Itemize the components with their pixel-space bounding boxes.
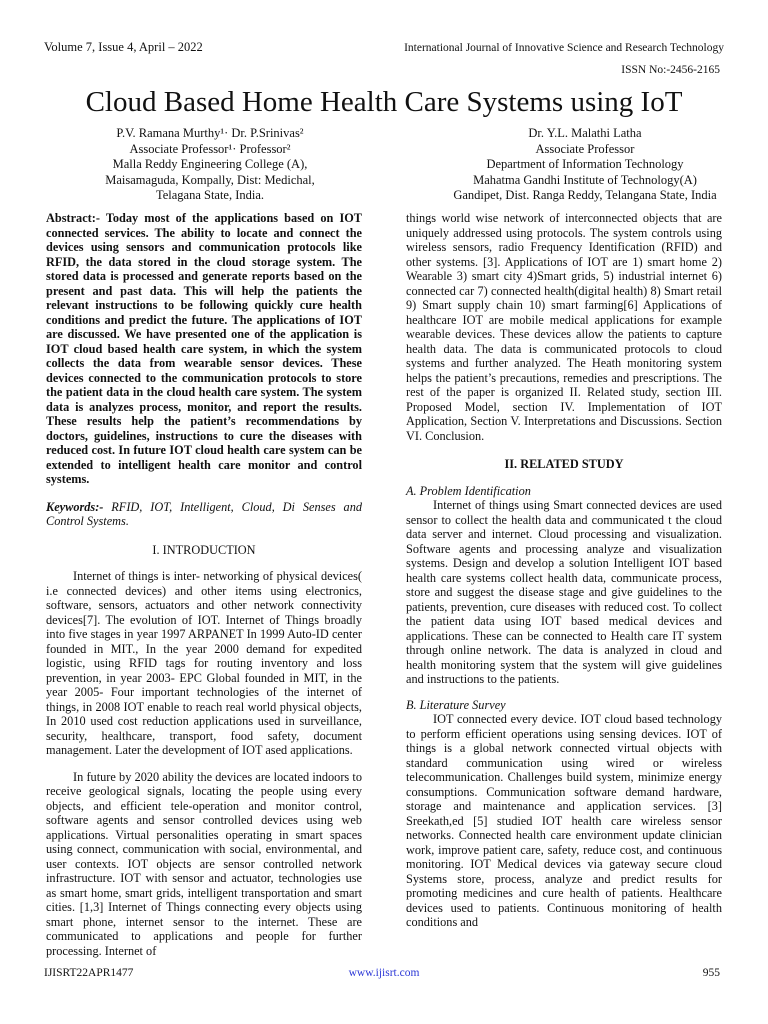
author-roles: Associate Professor¹· Professor² [129, 141, 291, 156]
paragraph-gap [46, 758, 362, 770]
author-department: Department of Information Technology [486, 157, 684, 172]
author-block-right [400, 126, 768, 204]
keywords-text: RFID, IOT, Intelligent, Cloud, Di Senses and Control Systems. [46, 499, 362, 528]
paper-id: IJISRT22APR1477 [44, 967, 134, 979]
section-heading-related-study: II. RELATED STUDY [504, 457, 624, 471]
volume-info: Volume 7, Issue 4, April – 2022 [44, 40, 203, 54]
subsection-heading-problem: A. Problem Identification [406, 483, 531, 498]
page-number: 955 [702, 967, 720, 979]
author-block-left [60, 126, 360, 204]
author-address: Gandipet, Dist. Ranga Reddy, Telangana State, India [453, 188, 717, 203]
author-names: P.V. Ramana Murthy¹· Dr. P.Srinivas² [116, 126, 304, 140]
paper-title: Cloud Based Home Health Care Systems using IoT [85, 86, 683, 118]
section-heading-introduction: I. INTRODUCTION [152, 542, 256, 557]
journal-website-link[interactable]: www.ijisrt.com [348, 967, 420, 979]
problem-identification-text: Internet of things using Smart connected devices are used sensor to collect the health data and communicated t the cloud data server and internet. Cloud processing and visualization. Software agents and processing analyze and visualization systems. Design and develop a solution Intelligent IOT based health care systems collect health data, communicate process, store and suggest the disease stage and give guidelines to the patients, prevention, cure diseases with reduced cost. To collect the patient data using IOT based medical devices and applications. These can be connected to Health care IT system through online network. The data is analyzed in cloud and health monitoring system that the system will give guidelines and instructions to the patients. [406, 498, 722, 686]
keywords-label: Keywords:- [46, 499, 104, 514]
right-column [406, 211, 722, 930]
author-name: Dr. Y.L. Malathi Latha [528, 126, 642, 140]
literature-survey-text: IOT connected every device. IOT cloud based technology to perform efficient operations using sensing devices. IOT of things is a global network connected virtual objects with standard communication using wired or wireless telecommunication. Challenges build system, minimize energy consumptions. Communication software demand hardware, storage and maintenance and application services. [3] Sreekath,ed [5] studied IOT health care wireless sensor networks. Connected health care environment update clinician work, improve patient care, safety, reduce cost, and continuous monitoring. IOT Medical devices via gateway secure cloud Systems store, process, analyze and predict results for promoting medicines and cure health of patients. Healthcare devices used to patients. Continuous monitoring of health conditions and [406, 712, 722, 929]
subsection-heading-literature: B. Literature Survey [406, 697, 506, 712]
issn: ISSN No:-2456-2165 [621, 64, 720, 76]
intro-continuation: things world wise network of interconnected objects that are uniquely addressed using protocols. The system controls using wireless sensors, radio Frequency Identification (RFID) and other systems. [3]. Applications of IOT are 1) smart home 2) Wearable 3) smart city 4)Smart grids, 5) industrial internet 6) connected car 7) connected health(digital health) 8) Smart retail 9) Smart supply chain 10) smart farming[6] Applications of healthcare IOT are mobile medical applications for example wearable devices. These devices allow the patients to capture health data. The data is communicated protocols to cloud systems and further analyzed. The Heath monitoring system helps the patient’s precautions, remedies and prescriptions. The rest of the paper is organized II. Related study, section III. Proposed Model, section IV. Implementation of IOT Application, Section V. Interpretations and Discussions. Section VI. Conclusion. [406, 211, 722, 443]
author-role: Associate Professor [535, 141, 635, 156]
author-institution: Malla Reddy Engineering College (A), [112, 157, 308, 172]
abstract: Abstract:- Today most of the applications based on IOT connected services. The ability to locate and connect the devices using sensors and communication protocols like RFID, the data stored in the cloud storage system. The stored data is processed and generate reports based on the present and past data. This will help the patients the relevant instructions to be following quickly cure health conditions and predict the future. The applications of IOT are discussed. We have presented one of the application is IOT cloud based health care system, in which the system collects the data from wearable sensor devices. These devices connected to the communication protocols to store the patient data in the cloud health care system. The system data is analyzes process, monitor, and report the results. These results help the patient’s recommendations by doctors, guidelines, instructions to cure the diseases with reduced cost. In future IOT cloud health care system can be extended to intelligent health care monitor and control systems. [46, 211, 362, 486]
intro-paragraph-2: In future by 2020 ability the devices are located indoors to receive geological signals, locating the people using every objects, and efficient tele-operation and monitor control, software agents and sensor controlled devices using web applications. Virtual personalities operating in smart spaces using connect, communication with social, environmental, and user contexts. IOT objects are sensor controlled network infrastructure. IOT with sensor and actuator, technologies use as smart home, smart grids, intelligent transportation and smart cities. [1,3] Internet of Things connecting every objects using smart phone, internet sensor to the internet. These are communicated to applications and people for further processing. Internet of [46, 769, 362, 958]
author-institution: Mahatma Gandhi Institute of Technology(A) [473, 172, 697, 187]
intro-paragraph-1: Internet of things is inter- networking of physical devices( i.e connected devices) and other items using electronics, software, sensors, actuators and other network connectivity devices[7]. The evolution of IOT. Internet of Things broadly into five stages in year 1997 ARPANET In 1999 Auto-ID center founded in MIT., In the year 2000 demand for expedited logistic, using RFID tags for routing inventory and loss prevention, in year 2003- EPC Global founded in MIT, in the year 2005- Four important technologies of the internet of things, in 2008 IOT enable to reach real world physical objects, In 2010 used cost reduction applications used in surveillance, security, healthcare, transport, food safety, document management. Later the development of IOT ased applications. [46, 569, 362, 757]
left-column [46, 211, 362, 958]
author-address-1: Maisamaguda, Kompally, Dist: Medichal, [105, 172, 315, 187]
keywords [46, 500, 362, 529]
journal-name: International Journal of Innovative Science and Research Technology [404, 42, 724, 54]
author-address-2: Telagana State, India. [155, 188, 265, 203]
